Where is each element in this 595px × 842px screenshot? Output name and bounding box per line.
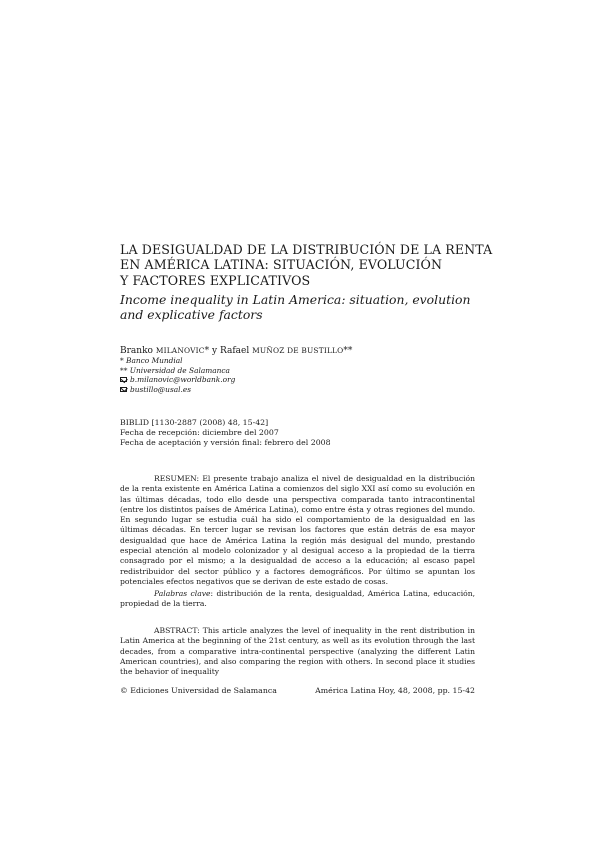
subtitle-line-1: Income inequality in Latin America: situation, evolution: [120, 292, 471, 307]
author-conjunction: y: [209, 346, 220, 356]
resumen-paragraph: RESUMEN: El presente trabajo analiza el nivel de desigualdad en la distribución de la renta existente en América Latina a comienzos del siglo XXI así como su evolución en las últimas décadas, todo ello desde una perspectiva comparada tanto intracontinental (entre los distintos países de América Latina), como entre ésta y otras regiones del mundo. En segundo lugar se estudia cuál ha sido el comportamiento de la desigualdad en las últimas décadas. En tercer lugar se revisan los factores que están detrás de esa mayor desigualdad que hace de América Latina la región más desigual del mundo, prestando especial atención al modelo colonizador y al desigual acceso a la propiedad de la tierra consagrado por el mismo; a la desigualdad de acceso a la educación; al escaso papel redistribuidor del sector público y a factores demográficos. Por último se apuntan los potenciales efectos negativos que se derivan de este estado de cosas.: [120, 474, 475, 586]
email-row-1: [120, 375, 475, 385]
resumen-section: [120, 474, 475, 587]
abstract-section: [120, 626, 475, 677]
author-1-given: Branko: [120, 346, 156, 356]
received-date: Fecha de recepción: diciembre del 2007: [120, 428, 279, 437]
author-1-surname: MILANOVIC: [155, 346, 205, 355]
footer-citation: América Latina Hoy, 48, 2008, pp. 15-42: [315, 686, 475, 695]
article-title: [120, 242, 493, 288]
biblid-ref: BIBLID [1130-2887 (2008) 48, 15-42]: [120, 418, 269, 427]
author-2-surname: MUÑOZ DE BUSTILLO: [252, 346, 344, 355]
title-line-2: EN AMÉRICA LATINA: SITUACIÓN, EVOLUCIÓN: [120, 257, 443, 273]
biblid-block: [120, 418, 475, 448]
affiliation-2: ** Universidad de Salamanca: [120, 365, 230, 375]
keywords-text: : distribución de la renta, desigualdad, América Latina, educación, propiedad de la tierra.: [120, 589, 476, 609]
affiliations: [120, 356, 475, 394]
abstract-paragraph: ABSTRACT: This article analyzes the level of inequality in the rent distribution in Latin America at the beginning of the 21st century, as well as its evolution through the last decades, from a comparative intra-continental perspective (analyzing the different Latin American countries), and also comparing the region with others. In second place it studies the behavior of inequality: [120, 626, 475, 677]
article-subtitle: [120, 292, 475, 323]
affiliation-1: * Banco Mundial: [120, 356, 183, 365]
envelope-icon: [120, 387, 127, 392]
title-line-1: LA DESIGUALDAD DE LA DISTRIBUCIÓN DE LA RENTA: [120, 242, 493, 257]
subtitle-line-2: and explicative factors: [120, 307, 263, 323]
keywords-label: Palabras clave: [154, 589, 211, 598]
title-line-3: Y FACTORES EXPLICATIVOS: [120, 272, 311, 288]
author-2-mark: **: [343, 346, 353, 356]
keywords-paragraph: [120, 589, 475, 610]
author-2-given: Rafael: [219, 346, 253, 356]
accepted-date: Fecha de aceptación y versión final: febrero del 2008: [120, 438, 331, 447]
author-1-mark: *: [204, 346, 210, 356]
envelope-icon: [120, 377, 127, 382]
email-row-2: [120, 385, 475, 395]
email-link-1[interactable]: b.milanovic@worldbank.org: [130, 375, 236, 385]
email-link-2[interactable]: bustillo@usal.es: [130, 384, 192, 394]
keywords-section: [120, 589, 475, 610]
footer-publisher: © Ediciones Universidad de Salamanca: [120, 686, 277, 695]
